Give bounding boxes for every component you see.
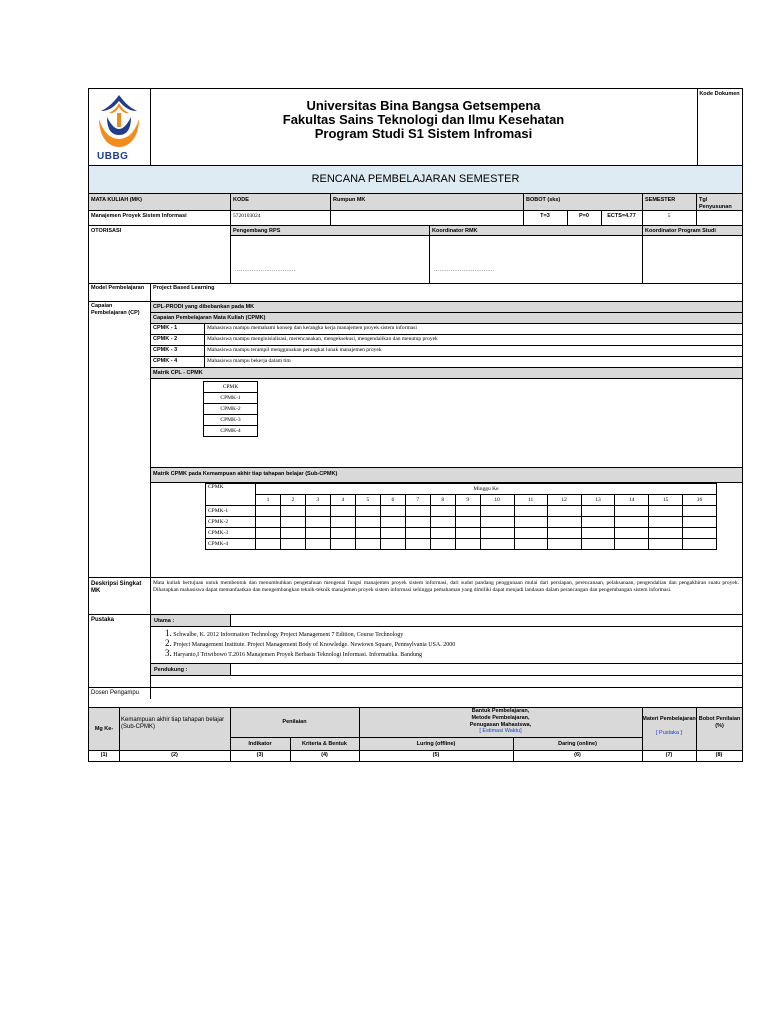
week-cell: 9 [455,495,480,506]
matrik-sub-table [205,483,717,550]
bantuk-header-1: Bantuk Pembelajaran, [471,708,530,714]
mg-ke-header: Mg Ke- [94,726,114,732]
luring-header: Luring (offline) [416,741,456,747]
table-row [204,393,258,404]
col-num-6: (6) [574,752,581,758]
document-title: RENCANA PEMBELAJARAN SEMESTER [311,173,520,185]
cpmk-code-2: CPMK - 2 [153,336,178,342]
logo-text: UBBG [97,151,129,162]
week-cell: 1 [256,495,281,506]
sub-row-label: CPMK-4 [206,539,256,550]
matrik-cell: CPMK-4 [204,426,258,437]
course-semester: 5 [667,213,671,219]
table-row [206,495,717,506]
col-num-7: (7) [665,752,673,758]
cpmk-code-4: CPMK - 4 [153,358,178,364]
pengembang-label: Pengembang RPS [233,228,281,234]
materi-header: Materi Pembelajaran [642,716,696,722]
sub-row-label: CPMK-2 [206,517,256,528]
faculty-name: Fakultas Sains Teknologi dan Ilmu Kesehatan [282,112,565,127]
signature-line-1: …………………………… [235,267,296,273]
week-cell: 8 [430,495,455,506]
bantuk-header-2: Metode Pembelajaran, [471,715,530,721]
university-name: Universitas Bina Bangsa Getsempena [306,98,541,113]
otorisasi-label: OTORISASI [91,228,122,234]
matrik-cell: CPMK-3 [204,415,258,426]
matrik-cpl-table [203,381,258,437]
signature-line-2: …………………………… [434,267,495,273]
table-row [204,415,258,426]
ref-text: Haryanto,I Triwibowo T.2016 Manajemen Proyek Berbasis Teknologi Informasi. Informatika. Bandung [173,652,422,658]
indikator-header: Indikator [248,741,272,747]
col-num-2: (2) [171,752,178,758]
cpmk-text-2: Mahasiswa mampu menginisialisasi, merencanakan, mengeksekusi, mengendalikan dan menutup proyek [207,336,438,342]
week-cell: 16 [683,495,717,506]
bobot-label: BOBOT (sks) [526,197,561,203]
kode-label: KODE [233,197,249,203]
list-item [165,639,455,649]
bantuk-header-4: [ Estimasi Waktu] [479,728,522,734]
penilaian-header: Penilaian [282,719,307,725]
sub-row-label: CPMK-1 [206,506,256,517]
semester-label: SEMESTER [645,197,676,203]
cpmk-col-head: CPMK [206,484,256,506]
rps-document [88,88,743,762]
course-t: T=3 [540,213,550,219]
sub-row-label: CPMK-3 [206,528,256,539]
materi-pustaka-header: [ Pustaka ] [656,730,682,736]
col-num-3: (3) [256,752,264,758]
kode-dokumen-label: Kode Dokumen [699,91,740,97]
matrik-cpl-label: Matrik CPL - CPMK [153,370,203,376]
course-ects: ECTS=4.77 [607,213,636,219]
col-num-8: (8) [715,752,723,758]
week-cell: 12 [547,495,581,506]
course-name: Manajemen Proyek Sistem Informasi [91,213,187,219]
minggu-head: Minggu Ke [256,484,717,495]
pustaka-label: Pustaka [91,617,115,623]
kemampuan-header: Kemampuan akhir tiap tahapan belajar (Sub-CPMK) [121,717,225,730]
week-cell: 2 [280,495,305,506]
col-num-5: (5) [432,752,440,758]
university-logo-icon [89,89,150,153]
week-cell: 11 [514,495,547,506]
cp-label: Capaian Pembelajaran (CP) [91,303,140,316]
list-item [165,629,455,639]
week-cell: 5 [355,495,380,506]
koordinator-prodi-label: Koordinator Program Studi [645,228,716,234]
ref-text: Project Management Institute. Project Management Body of Knowledge. Newtown Square, Pennsylvania USA. 2000 [173,642,456,648]
ref-list [165,629,455,659]
rumpun-label: Rumpun MK [333,197,366,203]
table-row [206,539,717,550]
matrik-sub-label: Matrik CPMK pada Kemampuan akhir tiap tahapan belajar (Sub-CPMK) [153,471,338,477]
week-cell: 7 [405,495,430,506]
cpmk-code-1: CPMK - 1 [153,325,178,331]
model-value: Project Based Learning [153,285,215,291]
tgl-label: Tgl Penyusunan [699,197,732,210]
ref-text: Schwalbe, K. 2012 Information Technology Project Management 7 Edition, Course Technology [173,632,404,638]
cpmk-text-3: Mahasiswa mampu terampil menggunakan perangkat lunak manajemen proyek [207,347,382,353]
matrik-cell: CPMK [204,382,258,393]
course-p: P=0 [579,213,589,219]
deskripsi-text: Mata kuliah bertujuan untuk membentuk dan menumbuhkan pengetahuan mengenai fungsi manajemen proyek sistem informasi, dari sudut pandang penggunaan mulai dari persiapan, perencanaan, pelaksanaan, pengendalian dan pengakhiran suatu proyek. Diharapkan mahasiswa dapat memanfaatkan dan mengembangkan teknik-teknik manajemen proyek sistem informasi sehingga pemahaman yang dimiliki dapat menjadi landasan dalam perancangan dan pengembangan sistem informasi. [153,580,739,593]
matrik-cell: CPMK-2 [204,404,258,415]
table-row [206,528,717,539]
daring-header: Daring (online) [558,741,597,747]
ref-number: 2. [165,638,172,648]
week-cell: 3 [305,495,330,506]
cpl-prodi-label: CPL-PRODI yang dibebankan pada MK [153,304,255,310]
kriteria-header: Kriteria & Bentuk [302,741,347,747]
model-label: Model Pembelajaran [91,285,145,291]
col-num-4: (4) [321,752,328,758]
cpmk-text-1: Mahasiswa mampu memahami konsep dan kerangka kerja manajemen proyek sistem informasi [207,325,417,331]
week-cell: 14 [615,495,649,506]
mk-label: MATA KULIAH (MK) [91,197,142,203]
matrik-cell: CPMK-1 [204,393,258,404]
cpmk-text-4: Mahasiswa mampu bekerja dalam tim [207,358,291,364]
cpmk-head: Capaian Pembelajaran Mata Kuliah (CPMK) [153,315,266,321]
koordinator-rmk-label: Koordinator RMK [432,228,478,234]
deskripsi-label: Deskripsi Singkat MK [91,581,142,594]
table-row [206,517,717,528]
table-row [204,404,258,415]
list-item [165,649,455,659]
week-cell: 10 [480,495,514,506]
cpmk-code-3: CPMK - 3 [153,347,178,353]
bantuk-header-3: Penugasan Mahasiswa, [469,722,532,728]
ref-number: 3. [165,648,172,658]
table-row [204,382,258,393]
bobot-header: Bobot Penilaian (%) [698,716,741,729]
logo [89,89,150,165]
table-row [204,426,258,437]
week-cell: 13 [581,495,615,506]
week-cell: 15 [649,495,683,506]
course-code: 5720103024 [233,213,261,219]
dosen-label: Dosen Pengampu [91,690,140,696]
week-cell: 4 [330,495,355,506]
table-row [206,484,717,495]
week-cell: 6 [380,495,405,506]
ref-number: 1. [165,628,172,638]
pendukung-label: Pendukung : [154,667,188,673]
col-num-1: (1) [100,752,108,758]
utama-label: Utama : [154,618,175,624]
table-row [206,506,717,517]
program-name: Program Studi S1 Sistem Infromasi [314,126,533,141]
